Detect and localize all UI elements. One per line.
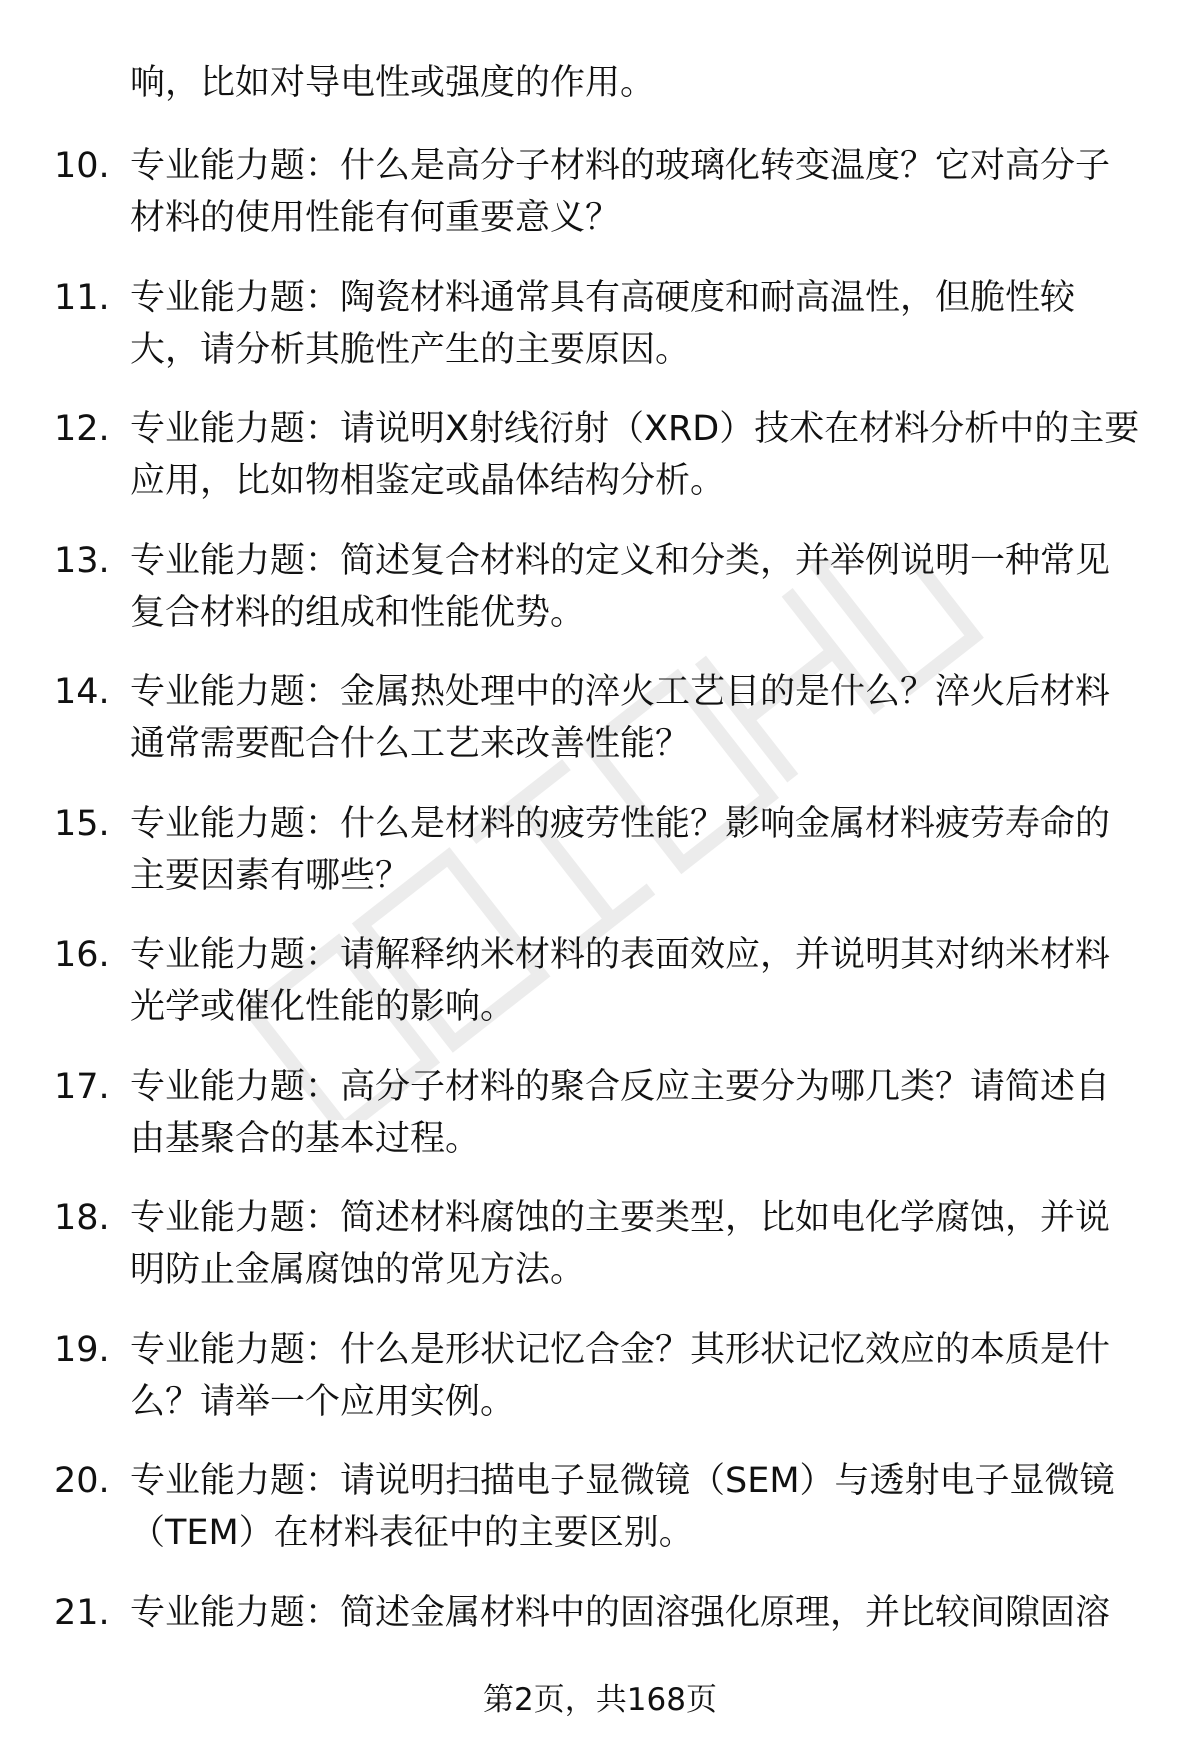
page-footer: 第2页，共168页 <box>483 1682 717 1718</box>
question-number: 21. <box>54 1592 110 1633</box>
question-list <box>0 140 1200 1718</box>
question-item <box>0 535 1200 667</box>
question-number: 14. <box>54 672 110 712</box>
question-text: 专业能力题：简述金属材料中的固溶强化原理，并比较间隙固溶 <box>130 1592 1111 1633</box>
question-number: 16. <box>54 935 110 975</box>
continuation-text: 响，比如对导电性或强度的作用。 <box>130 63 656 103</box>
question-number: 18. <box>54 1198 110 1238</box>
question-item <box>0 140 1200 272</box>
question-text: 专业能力题：陶瓷材料通常具有高硬度和耐高温性，但脆性较大，请分析其脆性产生的主要原因。 <box>130 277 1076 370</box>
question-text: 专业能力题：什么是高分子材料的玻璃化转变温度？它对高分子材料的使用性能有何重要意义？ <box>130 146 1111 238</box>
question-number: 15. <box>54 803 110 844</box>
question-item <box>0 929 1200 1061</box>
question-number: 12. <box>54 409 110 449</box>
question-number: 17. <box>54 1066 110 1107</box>
question-text: 专业能力题：请说明扫描电子显微镜（SEM）与透射电子显微镜（TEM）在材料表征中的主要区别。 <box>130 1461 1115 1553</box>
question-text: 专业能力题：简述复合材料的定义和分类，并举例说明一种常见复合材料的组成和性能优势。 <box>130 540 1111 633</box>
question-number: 11. <box>54 277 110 318</box>
question-text: 专业能力题：什么是形状记忆合金？其形状记忆效应的本质是什么？请举一个应用实例。 <box>130 1329 1111 1422</box>
question-item <box>0 1324 1200 1456</box>
question-item <box>0 272 1200 404</box>
question-item <box>0 403 1200 535</box>
question-text: 专业能力题：高分子材料的聚合反应主要分为哪几类？请简述自由基聚合的基本过程。 <box>130 1066 1111 1159</box>
question-item <box>0 666 1200 798</box>
question-text: 专业能力题：什么是材料的疲劳性能？影响金属材料疲劳寿命的主要因素有哪些？ <box>130 803 1111 896</box>
question-text: 专业能力题：请解释纳米材料的表面效应，并说明其对纳米材料光学或催化性能的影响。 <box>130 935 1111 1027</box>
question-text: 专业能力题：简述材料腐蚀的主要类型，比如电化学腐蚀，并说明防止金属腐蚀的常见方法。 <box>130 1198 1111 1290</box>
question-text: 专业能力题：请说明X射线衍射（XRD）技术在材料分析中的主要应用，比如物相鉴定或晶体结构分析。 <box>130 409 1140 501</box>
question-number: 10. <box>54 146 110 186</box>
question-item <box>0 1192 1200 1324</box>
question-text: 专业能力题：金属热处理中的淬火工艺目的是什么？淬火后材料通常需要配合什么工艺来改善性能？ <box>130 672 1111 764</box>
question-item <box>0 798 1200 930</box>
question-item <box>0 1061 1200 1193</box>
question-number: 20. <box>54 1461 110 1501</box>
question-item <box>0 1455 1200 1587</box>
question-number: 13. <box>54 540 110 581</box>
question-number: 19. <box>54 1329 110 1370</box>
